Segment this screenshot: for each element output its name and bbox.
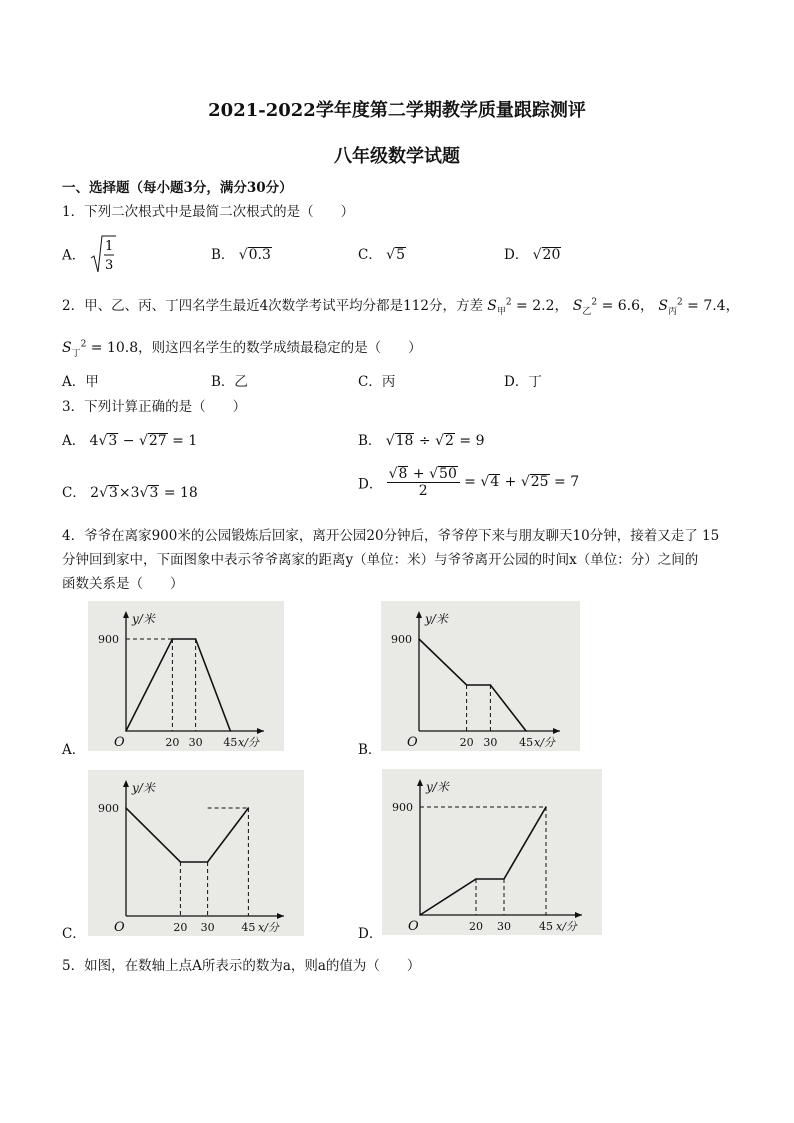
function-line — [420, 807, 546, 915]
x-tick-label: 45 — [539, 920, 553, 933]
q2-stem-line2: $S_丁^2 = 10.8$，则这四名学生的数学成绩最稳定的是（ ） — [62, 339, 422, 359]
y-axis-label: y/米 — [132, 781, 155, 795]
x-axis-label: x/分 — [534, 736, 555, 749]
q2-stem-text: 2．甲、乙、丙、丁四名学生最近4次数学考试平均分都是112分，方差 — [62, 298, 483, 314]
sub-bing: 丙 — [667, 306, 677, 317]
y-axis-arrow — [123, 611, 129, 618]
option-letter: C． — [358, 247, 382, 263]
rhs: = 18 — [163, 485, 198, 501]
operator: + — [412, 466, 425, 482]
rhs: = 7 — [554, 474, 580, 491]
data-point — [525, 730, 527, 732]
function-line — [126, 808, 248, 862]
data-point — [248, 807, 250, 809]
exam-subtitle: 八年级数学试题 — [334, 146, 460, 167]
x-tick-label: 20 — [459, 736, 474, 749]
data-point — [545, 806, 547, 808]
q1-option-d: D． √20 — [504, 247, 561, 263]
x-tick-label: 45 — [223, 736, 238, 749]
x-tick-label: 30 — [200, 921, 215, 934]
x-axis-label: x/分 — [556, 920, 577, 933]
data-point — [475, 878, 477, 880]
y-axis-label: y/米 — [426, 780, 449, 794]
y-axis-label: y/米 — [132, 612, 155, 626]
x-tick-label: 45 — [241, 921, 256, 934]
q3-option-c: C． 2√3×3√3 = 18 — [62, 485, 198, 501]
y-tick-label: 900 — [392, 801, 413, 814]
data-point — [466, 684, 468, 686]
data-point — [172, 638, 174, 640]
q1-option-c: C． √5 — [358, 247, 405, 263]
q4-option-a-letter: A． — [62, 742, 86, 758]
data-point — [490, 684, 492, 686]
x-axis-label: x/分 — [258, 921, 279, 934]
q3-option-b: B． √18 ÷ √2 = 9 — [358, 433, 485, 449]
y-axis-arrow — [123, 780, 129, 787]
data-point — [230, 730, 232, 732]
origin-label: O — [407, 735, 418, 750]
q2-stem-text2: ，则这四名学生的数学成绩最稳定的是（ ） — [138, 340, 422, 356]
x-tick-label: 30 — [188, 736, 203, 749]
option-letter: D． — [358, 476, 383, 493]
data-point — [207, 861, 209, 863]
q2-stem-line1: 2．甲、乙、丙、丁四名学生最近4次数学考试平均分都是112分，方差 $S_甲^2 = 2.2$， $S_乙^2 = 6.6$， $S_丙^2 = 7.4$， — [62, 297, 740, 317]
sqrt-fraction-icon — [90, 234, 116, 274]
y-axis-arrow — [416, 611, 422, 618]
radicand: 3 — [149, 485, 159, 501]
data-point — [180, 861, 182, 863]
operator: − — [122, 433, 135, 449]
data-point — [195, 638, 197, 640]
radicand: 5 — [396, 247, 405, 263]
sub-ding: 丁 — [71, 348, 81, 359]
option-letter: D． — [504, 247, 529, 263]
operator: + — [504, 474, 517, 491]
data-point — [419, 914, 421, 916]
exam-title: 2021-2022学年度第二学期教学质量跟踪测评 — [208, 100, 586, 121]
q4-option-c-letter: C． — [62, 926, 86, 942]
variance-jia: = 2.2 — [516, 298, 555, 314]
function-line — [126, 639, 230, 731]
graph-d — [382, 769, 602, 935]
q3-option-d: D． $\frac{√8 + √50}{2}$ = √4 + √25 = 7 — [358, 466, 580, 500]
q4-stem-line3: 函数关系是（ ） — [62, 576, 184, 592]
data-point — [418, 638, 420, 640]
denominator: 2 — [418, 483, 428, 500]
coef: 2 — [90, 485, 100, 501]
svg-text:3: 3 — [104, 258, 113, 273]
radicand: 25 — [530, 474, 549, 491]
variance-bing: = 7.4 — [687, 298, 726, 314]
radicand: 4 — [490, 474, 500, 491]
q2-option-d: D．丁 — [504, 374, 542, 390]
x-axis-arrow — [553, 728, 560, 734]
rhs: = 1 — [172, 433, 198, 449]
sub-jia: 甲 — [496, 306, 506, 317]
option-letter: C． — [62, 485, 86, 501]
radicand: 50 — [439, 466, 457, 482]
data-point — [503, 878, 505, 880]
y-tick-label: 900 — [98, 633, 119, 646]
sub-yi: 乙 — [582, 306, 592, 317]
q1-stem: 1．下列二次根式中是最简二次根式的是（ ） — [62, 204, 355, 220]
data-point — [125, 807, 127, 809]
origin-label: O — [408, 919, 419, 934]
graph-b — [381, 601, 580, 751]
q3-option-a: A． 4√3 − √27 = 1 — [62, 433, 198, 449]
x-tick-label: 20 — [173, 921, 188, 934]
q4-option-b-letter: B． — [358, 742, 382, 758]
y-axis-arrow — [417, 779, 423, 786]
coef: 4 — [89, 433, 99, 449]
q4-stem-line2: 分钟回到家中，下面图象中表示爷爷离家的距离y（单位：米）与爷爷离开公园的时间x（单位：分）之间的 — [62, 552, 699, 568]
x-axis-arrow — [575, 912, 582, 918]
function-line — [419, 639, 526, 731]
variance-yi: = 6.6 — [601, 298, 641, 314]
graph-a — [88, 601, 284, 751]
q2-option-b: B．乙 — [211, 374, 248, 390]
radicand: 0.3 — [248, 247, 271, 263]
q3-stem: 3．下列计算正确的是（ ） — [62, 399, 247, 415]
x-tick-label: 20 — [165, 736, 180, 749]
svg-text:1: 1 — [104, 239, 113, 254]
radicand: 27 — [148, 433, 167, 449]
radicand: 20 — [542, 247, 561, 263]
radicand: 3 — [108, 433, 118, 449]
operator: ×3 — [118, 485, 140, 501]
radicand: 3 — [108, 485, 118, 501]
origin-label: O — [114, 735, 125, 750]
radicand: 2 — [445, 433, 454, 449]
x-tick-label: 20 — [469, 920, 483, 933]
option-letter: A． — [62, 247, 86, 264]
x-axis-label: x/分 — [238, 736, 259, 749]
option-letter: A． — [62, 433, 86, 449]
equals: = — [464, 474, 476, 491]
q2-option-a: A．甲 — [62, 374, 99, 390]
q4-stem-line1: 4．爷爷在离家900米的公园锻炼后回家，离开公园20分钟后，爷爷停下来与朋友聊天10分钟，接着又走了 15 — [62, 528, 720, 544]
x-axis-arrow — [257, 728, 264, 734]
origin-label: O — [114, 920, 125, 935]
radicand: 8 — [398, 466, 408, 482]
y-axis-label: y/米 — [425, 612, 448, 626]
x-tick-label: 30 — [497, 920, 511, 933]
q4-option-d-letter: D． — [358, 926, 383, 942]
data-point — [125, 730, 127, 732]
variance-ding: = 10.8 — [90, 340, 139, 356]
option-letter: B． — [211, 247, 235, 263]
radicand: 18 — [395, 433, 414, 449]
x-tick-label: 30 — [483, 736, 498, 749]
operator: ÷ — [418, 433, 431, 449]
rhs: = 9 — [459, 433, 485, 449]
x-axis-arrow — [277, 913, 284, 919]
y-tick-label: 900 — [98, 802, 119, 815]
section-heading: 一、选择题（每小题3分，满分30分） — [62, 180, 293, 196]
y-tick-label: 900 — [391, 633, 412, 646]
q1-option-a — [62, 234, 116, 278]
q2-option-c: C．丙 — [358, 374, 396, 390]
q5-stem: 5．如图，在数轴上点A所表示的数为a，则a的值为（ ） — [62, 958, 421, 974]
option-letter: B． — [358, 433, 382, 449]
x-tick-label: 45 — [519, 736, 534, 749]
graph-c — [88, 770, 304, 936]
q1-option-b: B． √0.3 — [211, 247, 271, 263]
fraction: $\frac{√8 + √50}{2}$ — [387, 466, 460, 499]
